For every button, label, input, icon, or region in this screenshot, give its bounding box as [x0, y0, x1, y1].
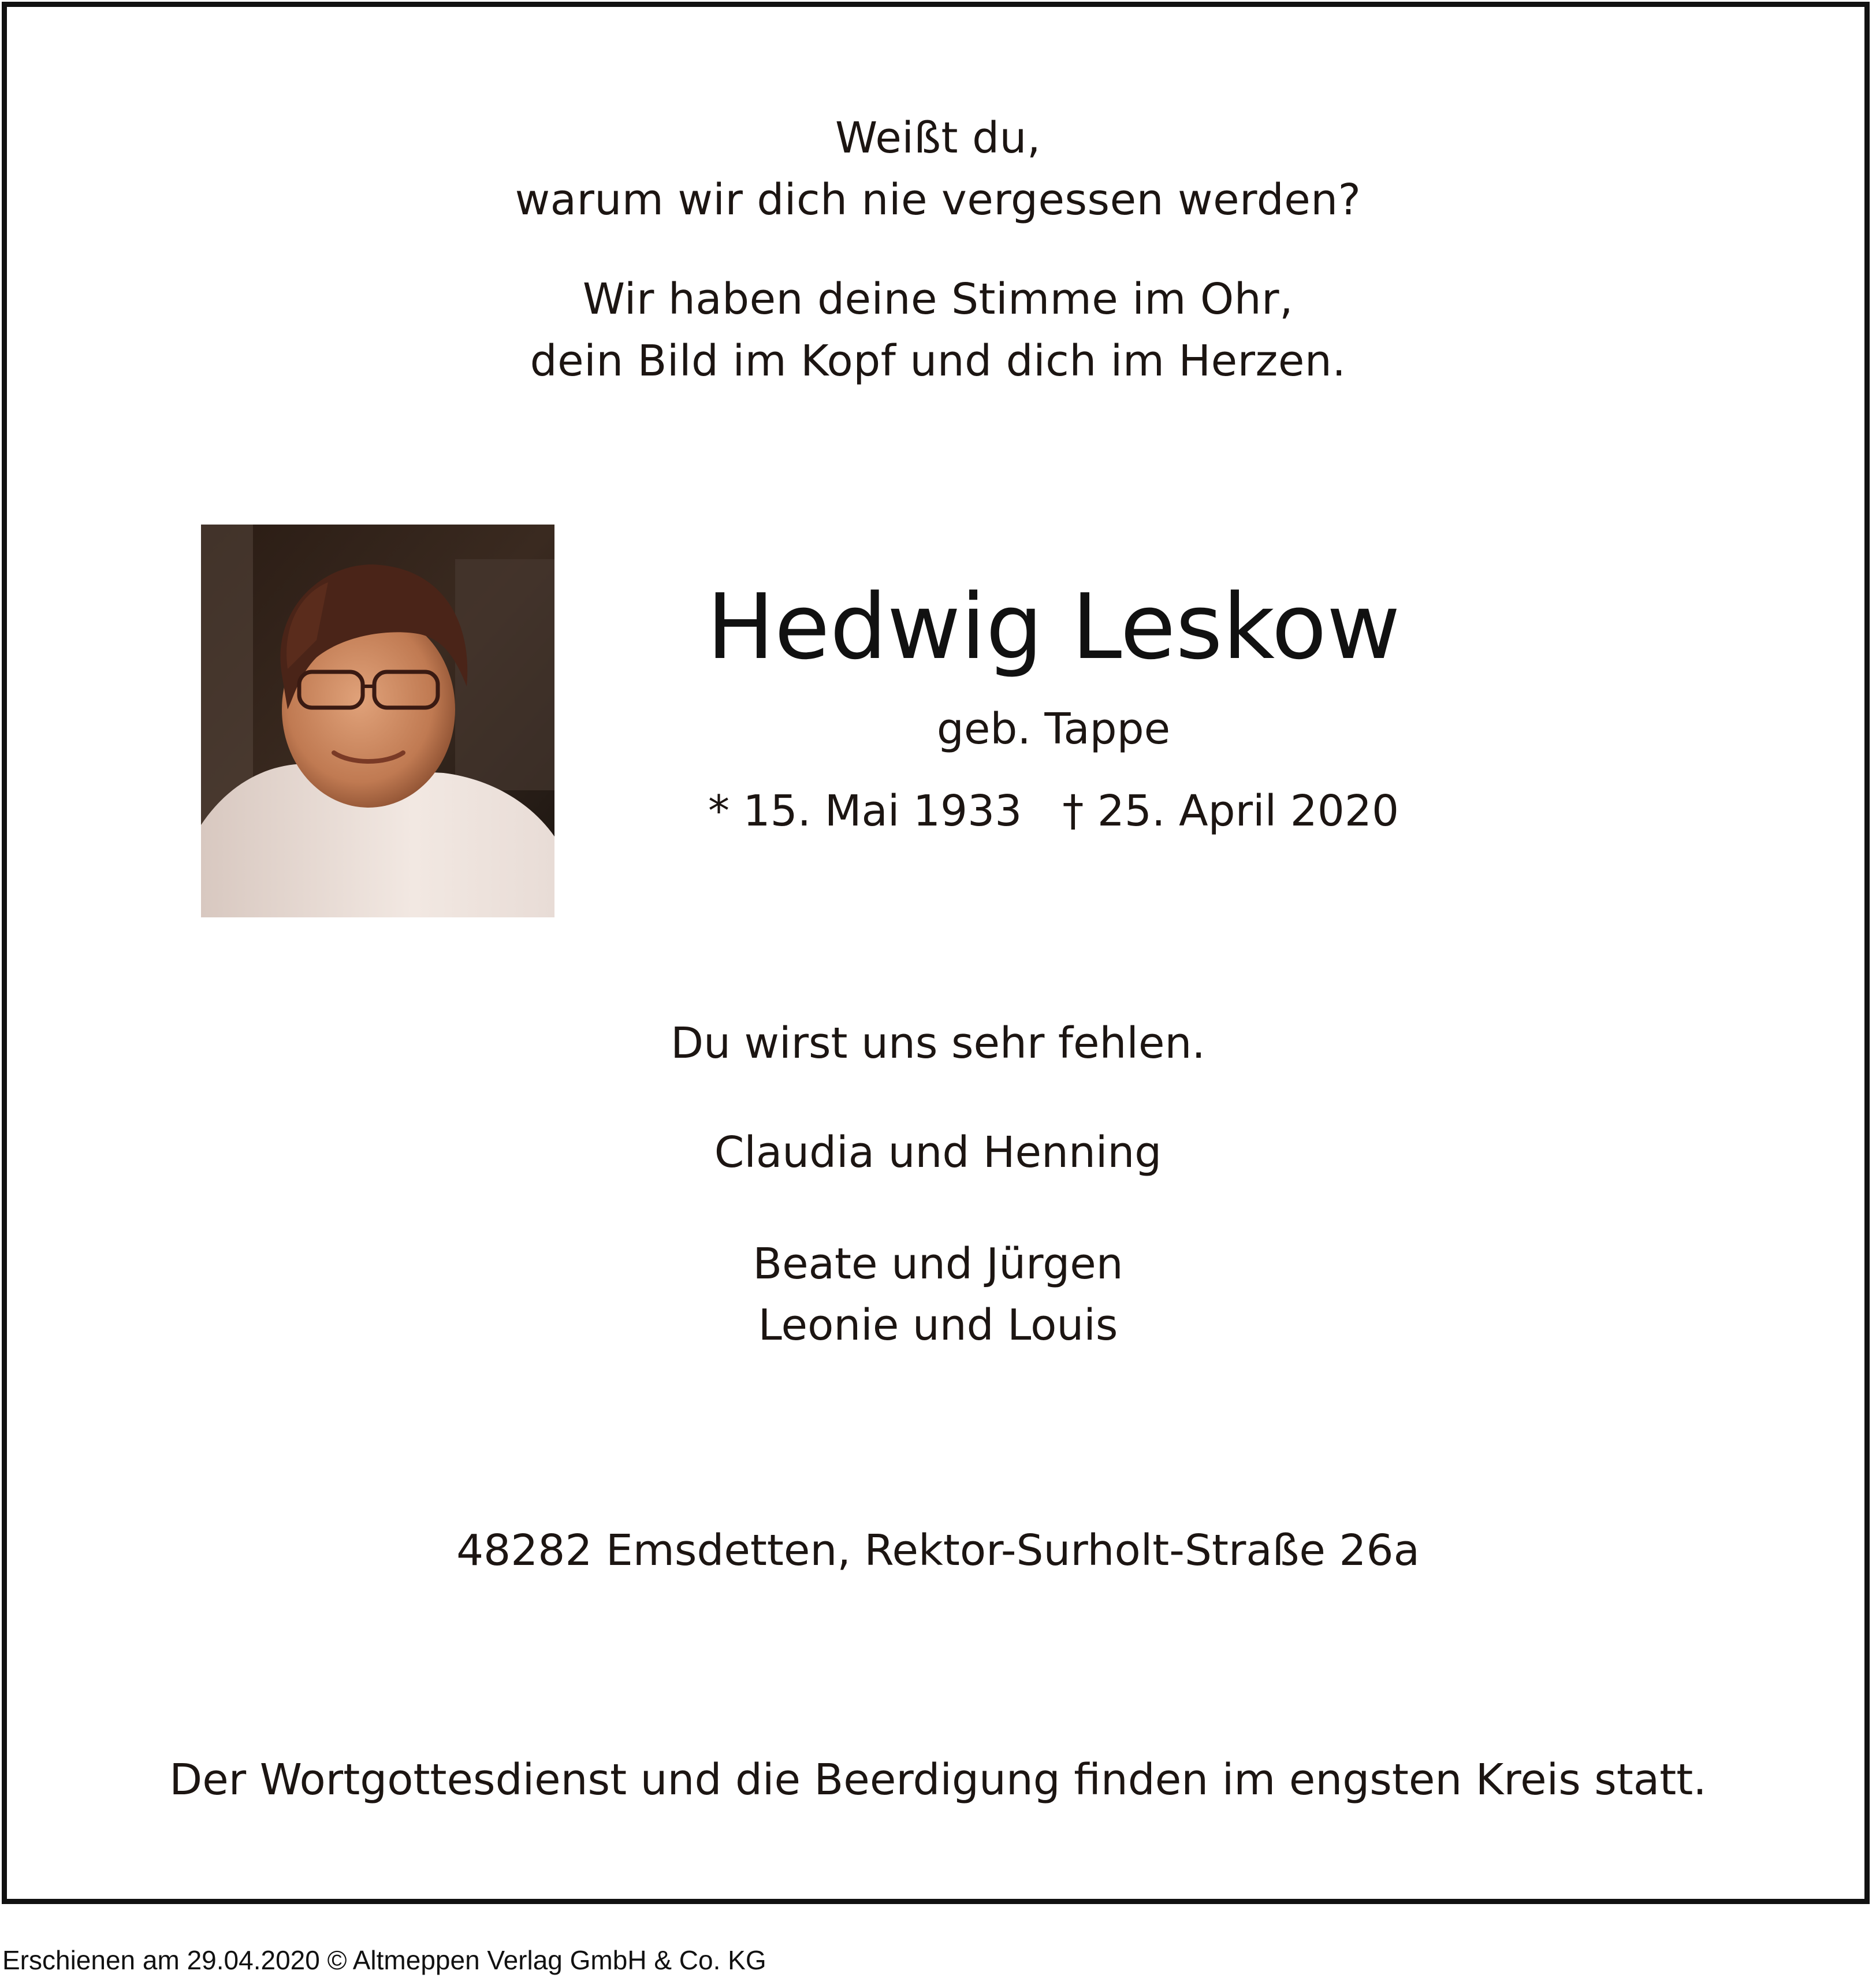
verse-line: warum wir dich nie vergessen werden? [515, 175, 1361, 225]
portrait-photo [201, 525, 554, 917]
farewell-text: Du wirst uns sehr fehlen. [671, 1018, 1205, 1068]
address-text: 48282 Emsdetten, Rektor-Surholt-Straße 26a [456, 1526, 1420, 1575]
verse-line: Wir haben deine Stimme im Ohr, [582, 274, 1294, 324]
maiden-name: geb. Tappe [936, 704, 1171, 754]
verse-stanza-1 [0, 107, 1876, 231]
deceased-name: Hedwig Leskow [706, 574, 1401, 679]
life-dates [672, 782, 1435, 840]
mourner-line: Leonie und Louis [758, 1300, 1118, 1350]
verse-stanza-2 [0, 269, 1876, 392]
publication-footer: Erschienen am 29.04.2020 © Altmeppen Verlag GmbH & Co. KG [2, 1945, 766, 1975]
birth-date: * 15. Mai 1933 [708, 786, 1022, 836]
mourner-line: Beate und Jürgen [753, 1239, 1123, 1289]
verse-line: Weißt du, [835, 113, 1041, 163]
mourner-line: Claudia und Henning [714, 1128, 1162, 1177]
verse-line: dein Bild im Kopf und dich im Herzen. [530, 336, 1346, 386]
funeral-notice: Der Wortgottesdienst und die Beerdigung finden im engsten Kreis statt. [169, 1755, 1707, 1805]
death-date: † 25. April 2020 [1062, 786, 1399, 836]
